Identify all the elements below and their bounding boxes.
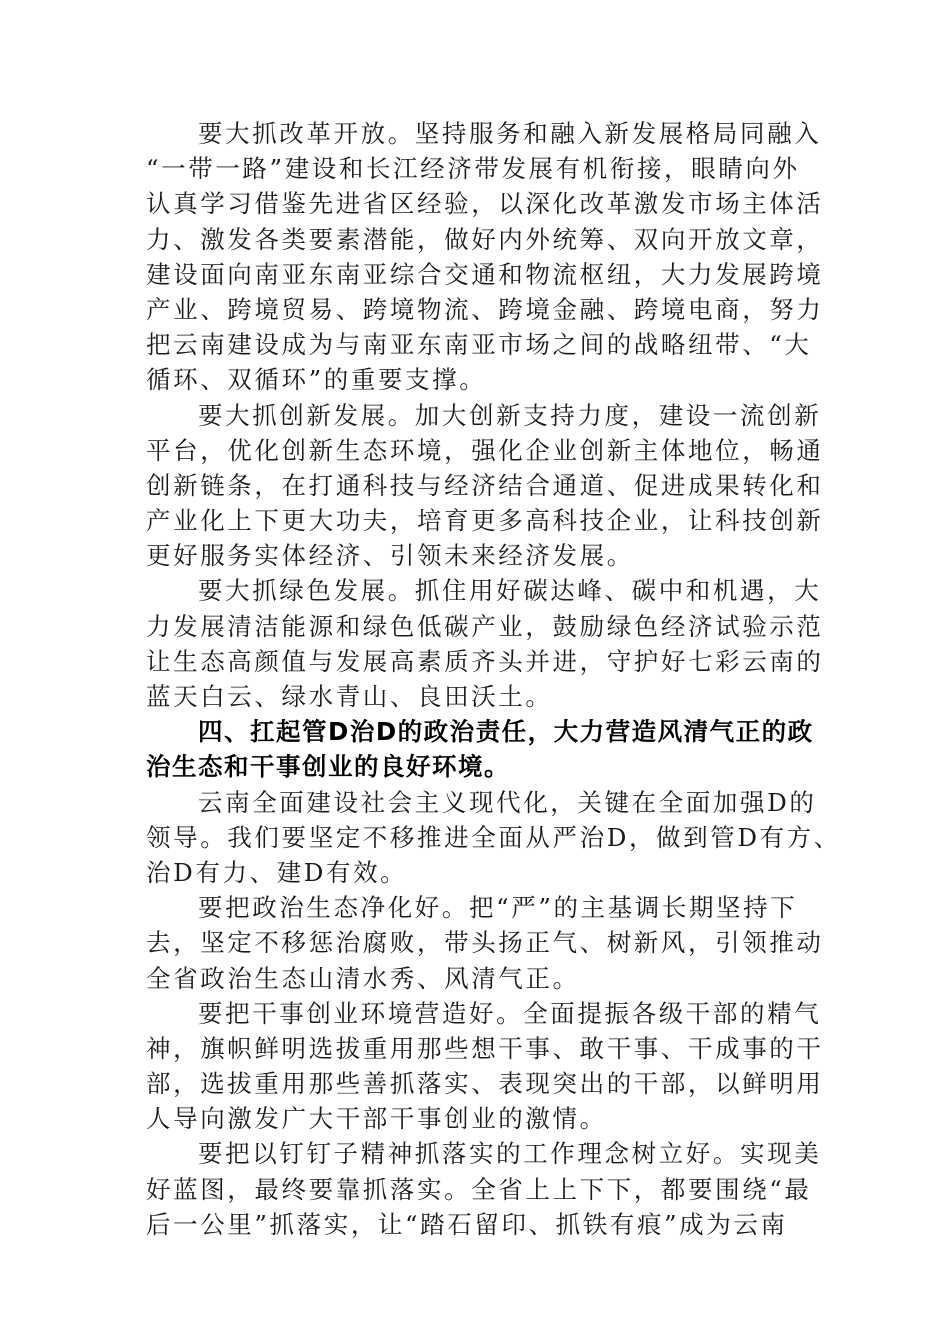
text-line: 认真学习借鉴先进省区经验，以深化改革激发市场主体活 — [146, 189, 824, 219]
heading-line: 治生态和干事创业的良好环境。 — [146, 752, 510, 782]
text-line: 产业化上下更大功夫，培育更多高科技企业，让科技创新 — [146, 506, 824, 536]
text-line: 要把以钉钉子精神抓落实的工作理念树立好。实现美 — [198, 1139, 822, 1169]
heading-line: 四、扛起管D治D的政治责任，大力营造风清气正的政 — [198, 717, 814, 747]
text-line: 部，选拔重用那些善抓落实、表现突出的干部，以鲜明用 — [146, 1069, 824, 1099]
text-line: “一带一路”建设和长江经济带发展有机衔接，眼睛向外 — [146, 154, 800, 184]
paragraph-work-environment — [146, 996, 826, 1137]
text-line: 全省政治生态山清水秀、风清气正。 — [146, 963, 580, 993]
text-line: 力发展清洁能源和绿色低碳产业，鼓励绿色经济试验示范 — [146, 611, 824, 641]
text-line: 产业、跨境贸易、跨境物流、跨境金融、跨境电商，努力 — [146, 294, 824, 324]
text-line: 更好服务实体经济、引领未来经济发展。 — [146, 541, 634, 571]
text-line: 去，坚定不移惩治腐败，带头扬正气、树新风，引领推动 — [146, 928, 824, 958]
paragraph-implementation — [146, 1136, 826, 1242]
text-line: 后一公里”抓落实，让“踏石留印、抓铁有痕”成为云南 — [146, 1209, 788, 1239]
text-line: 好蓝图，最终要靠抓落实。全省上上下下，都要围绕“最 — [146, 1174, 812, 1204]
paragraph-political-ecology — [146, 890, 826, 996]
text-line: 平台，优化创新生态环境，强化企业创新主体地位，畅通 — [146, 435, 824, 465]
paragraph-innovation — [146, 398, 826, 574]
paragraph-green-development — [146, 573, 826, 714]
text-line: 创新链条，在打通科技与经济结合通道、促进成果转化和 — [146, 470, 824, 500]
paragraph-party-leadership — [146, 785, 841, 891]
text-line: 让生态高颜值与发展高素质齐头并进，守护好七彩云南的 — [146, 646, 824, 676]
text-line: 要大抓改革开放。坚持服务和融入新发展格局同融入 — [198, 119, 822, 148]
text-line: 要大抓创新发展。加大创新支持力度，建设一流创新 — [198, 400, 822, 430]
text-line: 要把干事创业环境营造好。全面提振各级干部的精气 — [198, 998, 822, 1028]
document-body — [146, 116, 841, 1242]
text-line: 云南全面建设社会主义现代化，关键在全面加强D的 — [198, 787, 817, 817]
text-line: 领导。我们要坚定不移推进全面从严治D，做到管D有方、 — [146, 822, 841, 852]
text-line: 把云南建设成为与南亚东南亚市场之间的战略纽带、“大 — [146, 330, 812, 360]
text-line: 力、激发各类要素潜能，做好内外统筹、双向开放文章， — [146, 224, 824, 254]
section-heading-four — [146, 714, 826, 784]
text-line: 要大抓绿色发展。抓住用好碳达峰、碳中和机遇，大 — [198, 576, 822, 606]
text-line: 人导向激发广大干部干事创业的激情。 — [146, 1104, 607, 1134]
text-line: 建设面向南亚东南亚综合交通和物流枢纽，大力发展跨境 — [146, 259, 824, 289]
text-line: 要把政治生态净化好。把“严”的主基调长期坚持下 — [198, 893, 798, 923]
text-line: 治D有力、建D有效。 — [146, 857, 408, 887]
text-line: 蓝天白云、绿水青山、良田沃土。 — [146, 682, 553, 711]
text-line: 循环、双循环”的重要支撑。 — [146, 365, 487, 395]
paragraph-reform-opening — [146, 116, 826, 398]
text-line: 神，旗帜鲜明选拔重用那些想干事、敢干事、干成事的干 — [146, 1033, 824, 1063]
